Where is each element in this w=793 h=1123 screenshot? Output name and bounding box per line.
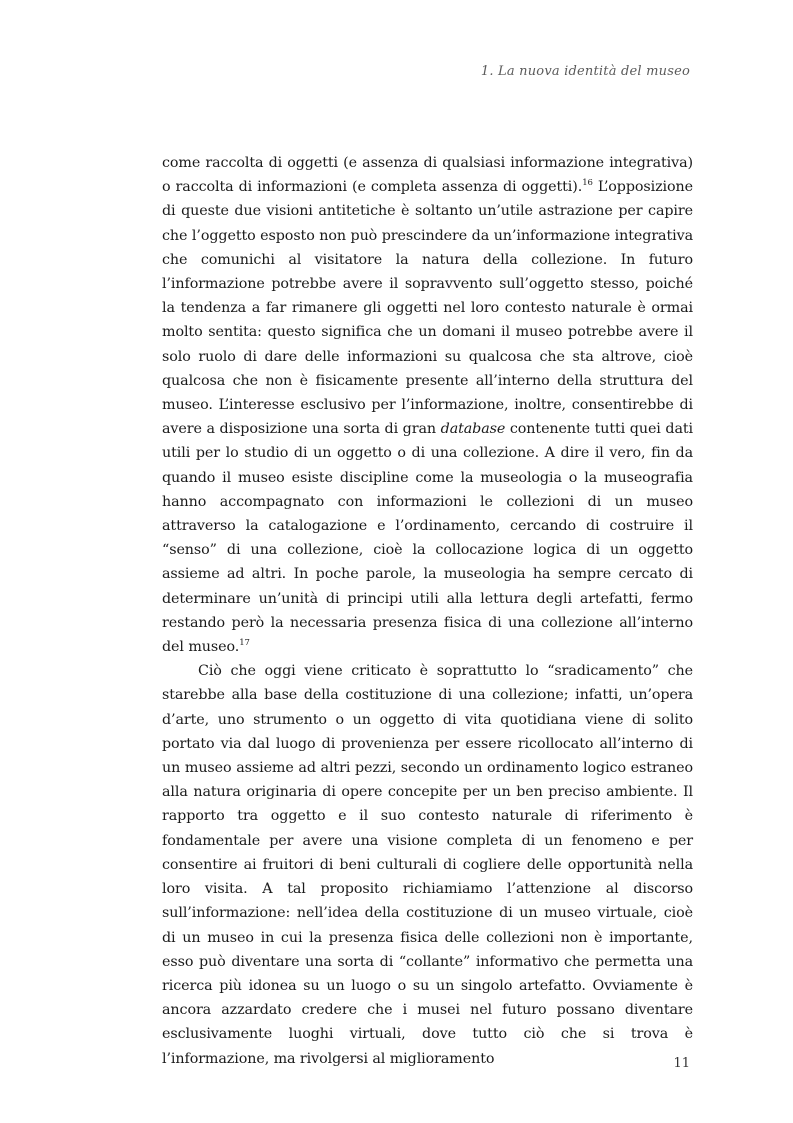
paragraph-1 (162, 151, 693, 659)
paragraph-1-part-b: L’opposizione di queste due visioni antitetiche è soltanto un’utile astrazione per capire che l’oggetto esposto non può prescindere da un’informazione integrativa che comunichi al visitatore la natura della collezione. In futuro l’informazione potrebbe avere il sopravvento sull’oggetto stesso, poiché la tendenza a far rimanere gli oggetti nel loro contesto naturale è ormai molto sentita: questo significa che un domani il museo potrebbe avere il solo ruolo di dare delle informazioni su qualcosa che sta altrove, cioè qualcosa che non è fisicamente presente all’interno della struttura del museo. L’interesse esclusivo per l’informazione, inoltre, consentirebbe di avere a disposizione una sorta di gran (162, 179, 693, 438)
footnote-ref-16[interactable]: 16 (582, 178, 593, 189)
emphasis-database: database (440, 421, 506, 438)
footnote-ref-17[interactable]: 17 (239, 638, 250, 649)
paragraph-1-part-c: contenente tutti quei dati utili per lo studio di un oggetto o di una collezione. A dire il vero, fin da quando il museo esiste discipline come la museologia o la museografia hanno accompagnato con informazioni le collezioni di un museo attraverso la catalogazione e l’ordinamento, cercando di costruire il “senso” di una collezione, cioè la collocazione logica di un oggetto assieme ad altri. In poche parole, la museologia ha sempre cercato di determinare un’unità di principi utili alla lettura degli artefatti, fermo restando però la necessaria presenza fisica di una collezione all’interno del museo. (162, 421, 693, 656)
running-header: 1. La nuova identità del museo (480, 64, 690, 79)
paragraph-1-part-a: come raccolta di oggetti (e assenza di qualsiasi informazione integrativa) o raccolta di informazioni (e completa assenza di oggetti). (162, 155, 693, 196)
page-number: 11 (673, 1056, 690, 1071)
body-text (162, 151, 693, 1071)
paragraph-2: Ciò che oggi viene criticato è soprattutto lo “sradicamento” che starebbe alla base della costituzione di una collezione; infatti, un’opera d’arte, uno strumento o un oggetto di vita quotidiana viene di solito portato via dal luogo di provenienza per essere ricollocato all’interno di un museo assieme ad altri pezzi, secondo un ordinamento logico estraneo alla natura originaria di opere concepite per un ben preciso ambiente. Il rapporto tra oggetto e il suo contesto naturale di riferimento è fondamentale per avere una visione completa di un fenomeno e per consentire ai fruitori di beni culturali di cogliere delle opportunità nella loro visita. A tal proposito richiamiamo l’attenzione al discorso sull’informazione: nell’idea della costituzione di un museo virtuale, cioè di un museo in cui la presenza fisica delle collezioni non è importante, esso può diventare una sorta di “collante” informativo che permetta una ricerca più idonea su un luogo o su un singolo artefatto. Ovviamente è ancora azzardato credere che i musei nel futuro possano diventare esclusivamente luoghi virtuali, dove tutto ciò che si trova è l’informazione, ma rivolgersi al miglioramento (162, 663, 693, 1067)
